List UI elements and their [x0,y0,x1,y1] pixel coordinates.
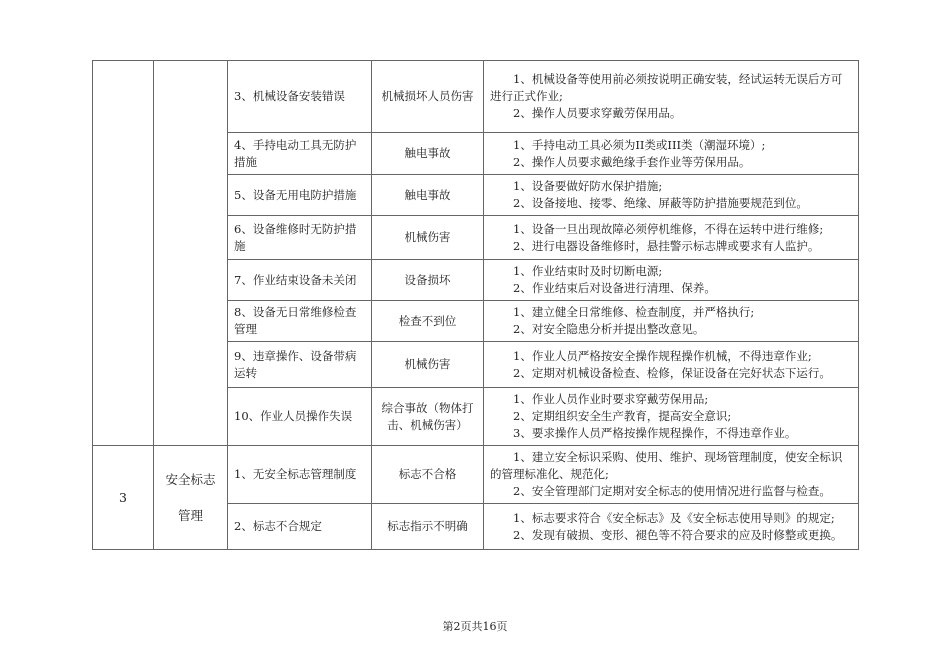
category-label: 安全标志 [165,471,216,487]
measure-cell [484,446,859,504]
measure-cell [484,504,859,550]
accident-type-cell: 触电事故 [372,175,484,216]
measure-item: 1、作业结束时及时切断电源; [513,264,663,278]
measure-cell [484,342,859,388]
item-number-cell: 3 [93,446,154,550]
risk-factor-cell: 5、设备无用电防护措施 [228,175,372,216]
risk-factor-cell: 2、标志不合规定 [228,504,372,550]
measure-item: 1、建立安全标识采购、使用、维护、现场管理制度，使安全标识的管理标准化、规范化; [490,450,843,481]
page-footer: 第2页共16页 [442,620,508,633]
measure-cell [484,175,859,216]
category-cell [154,446,228,550]
risk-factor-cell: 9、违章操作、设备带病运转 [228,342,372,388]
accident-type-cell: 综合事故（物体打击、机械伤害） [372,388,484,446]
hazard-table [92,60,859,550]
risk-factor-cell: 10、作业人员操作失误 [228,388,372,446]
measure-item: 1、手持电动工具必须为II类或III类（潮湿环境）; [513,137,766,152]
category-label: 管理 [177,507,203,523]
risk-factor-cell: 6、设备维修时无防护措施 [228,216,372,260]
measure-cell [484,133,859,175]
table-row [93,61,859,133]
measure-item: 2、发现有破损、变形、褪色等不符合要求的应及时修整或更换。 [513,527,843,542]
measure-item: 3、要求操作人员严格按操作规程操作，不得违章作业。 [513,426,797,440]
item-number-cell [93,61,154,446]
accident-type-cell: 触电事故 [372,133,484,175]
measure-cell [484,388,859,446]
measure-item: 2、进行电器设备维修时，悬挂警示标志牌或要求有人监护。 [513,238,820,253]
accident-type-cell: 机械损坏人员伤害 [372,61,484,133]
risk-factor-cell: 3、机械设备安装错误 [228,61,372,133]
category-cell [154,61,228,446]
measure-item: 2、定期对机械设备检查、检修，保证设备在完好状态下运行。 [513,365,831,380]
measure-item: 2、定期组织安全生产教育，提高安全意识; [513,409,732,423]
measure-item: 2、操作人员要求戴绝缘手套作业等劳保用品。 [513,154,751,169]
accident-type-cell: 标志不合格 [372,446,484,504]
measure-item: 1、建立健全日常维修、检查制度，并严格执行; [513,305,755,319]
measure-item: 1、作业人员严格按安全操作规程操作机械，不得违章作业; [513,348,812,363]
accident-type-cell: 检查不到位 [372,301,484,342]
measure-item: 2、设备接地、接零、绝缘、屏蔽等防护措施要规范到位。 [513,196,808,210]
risk-factor-cell: 1、无安全标志管理制度 [228,446,372,504]
measure-item: 1、机械设备等使用前必须按说明正确安装，经试运转无误后方可进行正式作业; [490,72,843,103]
measure-item: 1、设备一旦出现故障必须停机维修，不得在运转中进行维修; [513,221,824,236]
accident-type-cell: 标志指示不明确 [372,504,484,550]
measure-item: 2、安全管理部门定期对安全标志的使用情况进行监督与检查。 [513,484,831,498]
accident-type-cell: 机械伤害 [372,342,484,388]
measure-item: 1、作业人员作业时要求穿戴劳保用品; [513,392,709,406]
table-row [93,446,859,504]
hazard-table-body [93,61,859,550]
measure-cell [484,216,859,260]
risk-factor-cell: 7、作业结束设备未关闭 [228,260,372,301]
risk-factor-cell: 4、手持电动工具无防护措施 [228,133,372,175]
measure-item: 2、对安全隐患分析并提出整改意见。 [513,322,705,336]
measure-item: 2、操作人员要求穿戴劳保用品。 [513,106,682,120]
measure-item: 2、作业结束后对设备进行清理、保养。 [513,281,716,295]
accident-type-cell: 设备损坏 [372,260,484,301]
measure-cell [484,301,859,342]
accident-type-cell: 机械伤害 [372,216,484,260]
measure-item: 1、设备要做好防水保护措施; [513,179,663,193]
risk-factor-cell: 8、设备无日常维修检查管理 [228,301,372,342]
measure-item: 1、标志要求符合《安全标志》及《安全标志使用导则》的规定; [513,510,835,525]
measure-cell [484,260,859,301]
measure-cell [484,61,859,133]
